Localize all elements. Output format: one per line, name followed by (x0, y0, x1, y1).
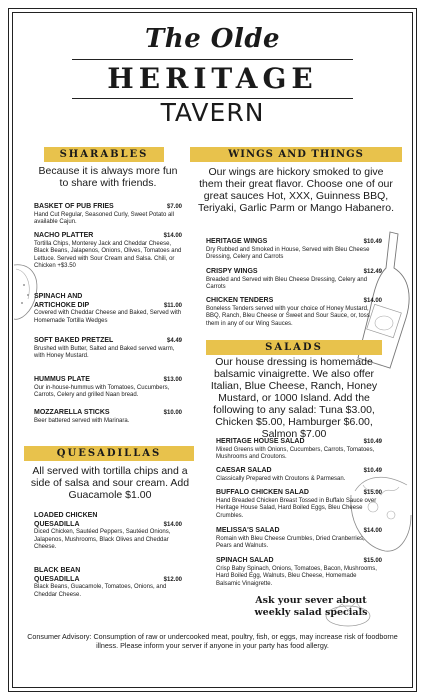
item-price: $7.00 (166, 204, 182, 210)
menu-item (34, 293, 182, 325)
item-price: $12.49 (363, 269, 382, 275)
item-description: Classically Prepared with Croutons & Parmesan. (216, 475, 346, 482)
wings-intro: Our wings are hickory smoked to give them their great flavor. Choose one of our great sauces Hot, XXX, Guinness BBQ, Teriyaki, Garlic Parm or Mango Habanero. (197, 166, 395, 214)
menu-item (206, 268, 382, 292)
weekly-specials-note: Ask your sever about weekly salad specials (254, 595, 368, 618)
item-name: SPINACH SALAD (216, 557, 274, 564)
title-line-1: The Olde (144, 24, 281, 54)
item-price: $4.49 (166, 338, 182, 344)
menu-item (216, 489, 382, 520)
item-price: $15.00 (363, 558, 382, 564)
menu-item (216, 467, 382, 483)
quesadillas-intro: All served with tortilla chips and a side of salsa and sour cream. Add Guacamole $1.00 (30, 465, 190, 501)
item-name: SPINACH AND ARTICHOKE DIP (34, 293, 90, 309)
item-price: $10.49 (363, 439, 382, 445)
title-rule-top (72, 59, 353, 60)
item-name: CAESAR SALAD (216, 467, 272, 474)
menu-item (34, 337, 182, 361)
item-name: MELISSA'S SALAD (216, 527, 280, 534)
menu-item (34, 232, 182, 271)
menu-item (34, 409, 182, 425)
item-name: MOZZARELLA STICKS (34, 409, 110, 416)
title-heritage-text: HERITAGE (107, 62, 318, 95)
salads-intro: Our house dressing is homemade balsamic vinaigrette. We also offer Italian, Blue Cheese, Ranch, Honey Mustard, or 1000 Island. Add the following to any salad: Tuna $3.00, Chicken $5.00, Hamburger $6.00, Salmon $7.00 (210, 356, 378, 440)
title-line-2 (0, 62, 425, 95)
item-description: Tortilla Chips, Monterey Jack and Cheddar Cheese, Black Beans, Jalapenos, Onions, Olives, Tomatoes and Lettuce. Served with Sour Cream and Salsa. Chili, or Chicken +$3.50 (34, 240, 182, 269)
item-price: $14.00 (363, 528, 382, 534)
item-description: Crisp Baby Spinach, Onions, Tomatoes, Bacon, Mushrooms, Hard Boiled Egg, Walnuts, Bleu Cheese, Homemade Balsamic Vinaigrette. (216, 565, 377, 587)
menu-item (206, 238, 382, 262)
item-description: Hand Cut Regular, Seasoned Curly, Sweet Potato all available Cajun. (34, 211, 174, 225)
menu-item (34, 512, 182, 552)
item-price: $14.00 (363, 298, 382, 304)
item-description: Romain with Bleu Cheese Crumbles, Dried Cranberries, Pears and Walnuts. (216, 535, 365, 549)
menu-item (206, 297, 382, 328)
item-description: Boneless Tenders served with your choice of Honey Mustard, BBQ, Ranch, Bleu Cheese or Sweet and Sour Sauce, or, toss them in any of our Wing Sauces. (206, 305, 370, 327)
item-description: Our in-house-hummus with Tomatoes, Cucumbers, Carrots, Celery and grilled Naan bread. (34, 384, 170, 398)
item-name: LOADED CHICKEN QUESADILLA (34, 512, 98, 528)
item-price: $10.49 (363, 239, 382, 245)
item-name: BUFFALO CHICKEN SALAD (216, 489, 309, 496)
item-name: SOFT BAKED PRETZEL (34, 337, 114, 344)
menu-item (216, 557, 382, 588)
item-name: HERITAGE WINGS (206, 238, 268, 245)
item-description: Dry Rubbed and Smoked in House, Served with Bleu Cheese Dressing, Celery and Carrots (206, 246, 370, 260)
sharables-banner: SHARABLES (44, 147, 164, 162)
item-name: NACHO PLATTER (34, 232, 94, 239)
consumer-advisory: Consumer Advisory: Consumption of raw or undercooked meat, poultry, fish, or eggs, may increase risk of foodborne illness. Please inform your server if anyone in your party has food allergy. (27, 632, 398, 650)
item-name: HUMMUS PLATE (34, 376, 90, 383)
salads-banner: SALADS (206, 340, 382, 355)
item-price: $11.00 (163, 302, 182, 309)
item-price: $15.00 (363, 490, 382, 496)
menu-item (34, 203, 182, 227)
item-description: Black Beans, Guacamole, Tomatoes, Onions, and Cheddar Cheese. (34, 584, 167, 598)
item-price: $10.00 (163, 410, 182, 416)
quesadillas-banner: QUESADILLAS (24, 446, 194, 461)
item-description: Mixed Greens with Onions, Cucumbers, Carrots, Tomatoes, Mushrooms and Croutons. (216, 446, 375, 460)
item-price: $14.00 (163, 233, 182, 239)
wings-banner: WINGS AND THINGS (190, 147, 402, 162)
menu-item (34, 567, 182, 599)
item-description: Beer battered served with Marinara. (34, 417, 130, 424)
item-name: HERITAGE HOUSE SALAD (216, 438, 305, 445)
item-name: CHICKEN TENDERS (206, 297, 274, 304)
menu-item (34, 376, 182, 400)
item-price: $13.00 (163, 377, 182, 383)
item-description: Covered with Cheddar Cheese and Baked, Served with Homemade Tortilla Wedges (34, 310, 182, 324)
menu-item (216, 438, 382, 462)
item-price: $10.49 (363, 468, 382, 474)
item-price: $14.00 (163, 521, 182, 528)
item-name: BLACK BEAN QUESADILLA (34, 567, 81, 583)
item-description: Brushed with Butter, Salted and Baked served warm, with Honey Mustard. (34, 345, 175, 359)
item-name: CRISPY WINGS (206, 268, 258, 275)
item-description: Breaded and Served with Bleu Cheese Dressing, Celery and Carrots (206, 276, 368, 290)
title-line-3: TAVERN (160, 98, 265, 127)
item-description: Hand Breaded Chicken Breast Tossed in Buffalo Sauce over Heritage House Salad, Hard Boiled Eggs, Bleu Cheese Crumbles. (216, 497, 377, 519)
item-name: BASKET OF PUB FRIES (34, 203, 114, 210)
item-price: $12.00 (163, 576, 182, 583)
menu-item (216, 527, 382, 551)
item-description: Diced Chicken, Sautéed Peppers, Sautéed Onions, Jalapenos, Mushrooms, Black Olives and Cheddar Cheese. (34, 529, 171, 550)
sharables-intro: Because it is always more fun to share with friends. (38, 165, 178, 189)
